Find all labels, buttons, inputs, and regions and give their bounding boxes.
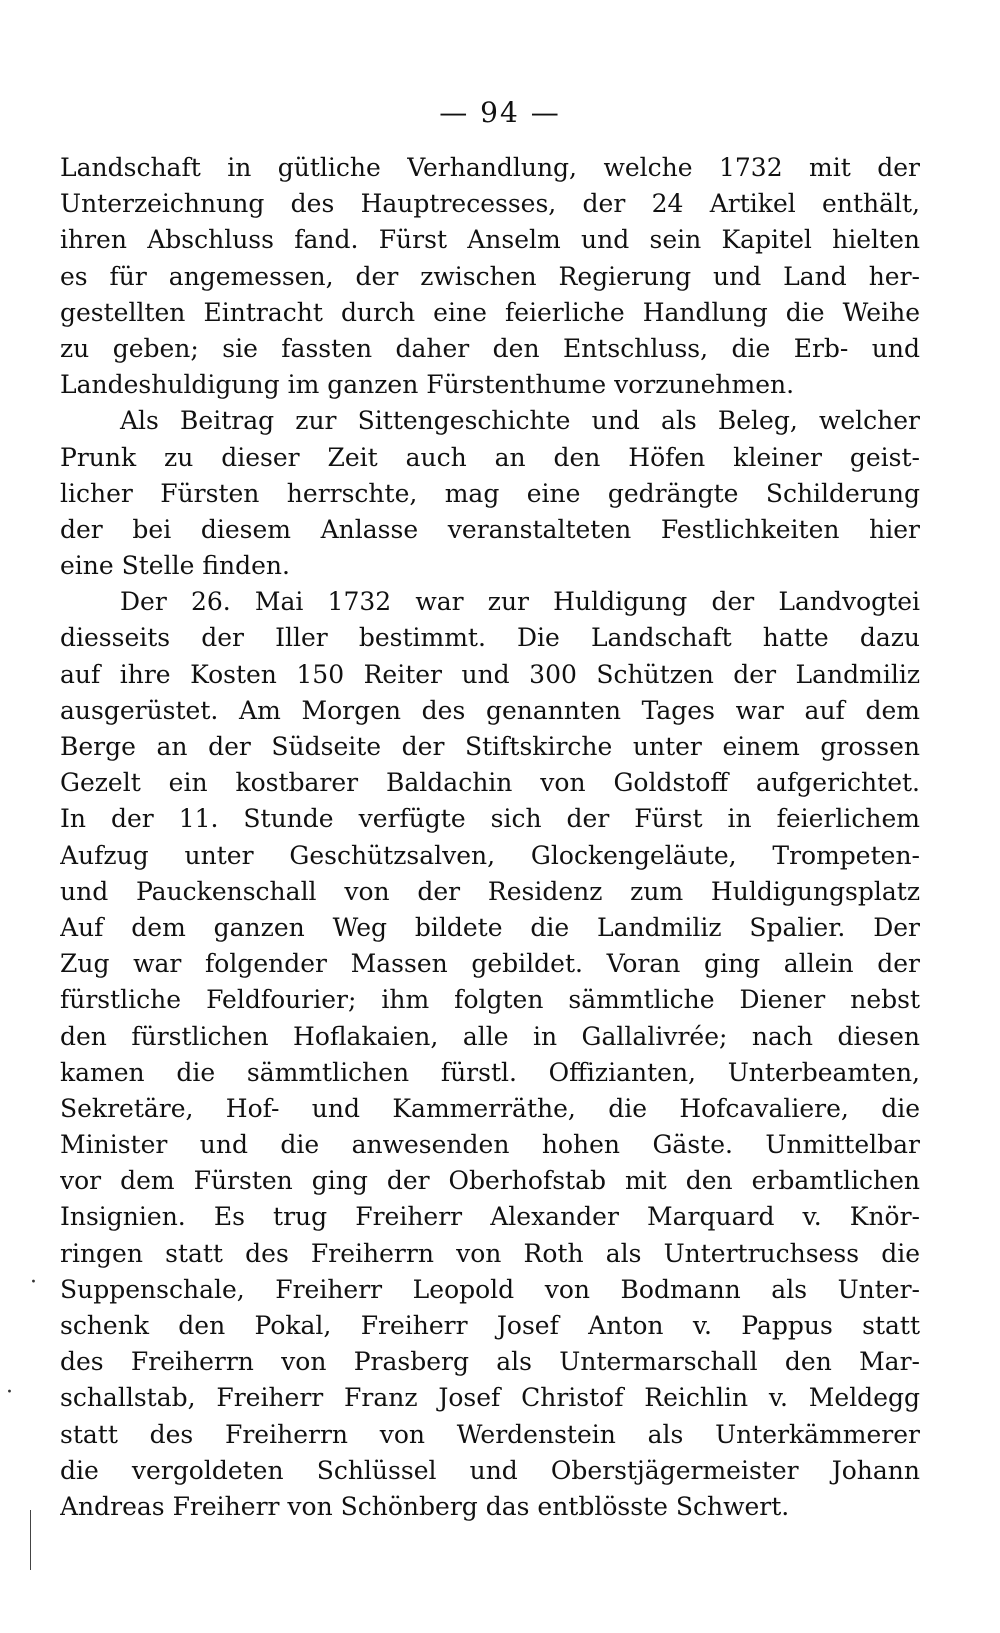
page-number: — 94 —: [439, 96, 561, 129]
text-line: Minister und die anwesenden hohen Gäste. Unmittelbar: [60, 1130, 920, 1160]
text-line: schallstab, Freiherr Franz Josef Christof Reichlin v. Meldegg: [60, 1383, 920, 1413]
text-line: die vergoldeten Schlüssel und Oberstjägermeister Johann: [60, 1455, 920, 1485]
text-line: es für angemessen, der zwischen Regierung und Land her-: [60, 261, 920, 291]
body-text: [60, 150, 920, 1525]
text-line: In der 11. Stunde verfügte sich der Fürst in feierlichem: [60, 804, 920, 834]
text-line: Auf dem ganzen Weg bildete die Landmiliz Spalier. Der: [60, 912, 920, 942]
text-line: Unterzeichnung des Hauptrecesses, der 24 Artikel enthält,: [60, 189, 920, 219]
text-line: Gezelt ein kostbarer Baldachin von Goldstoff aufgerichtet.: [60, 768, 920, 798]
text-line: Prunk zu dieser Zeit auch an den Höfen kleiner geist-: [60, 442, 920, 472]
text-line: Der 26. Mai 1732 war zur Huldigung der Landvogtei: [120, 587, 920, 617]
text-line: Andreas Freiherr von Schönberg das entblösste Schwert.: [60, 1491, 790, 1521]
text-line: zu geben; sie fassten daher den Entschluss, die Erb- und: [60, 333, 920, 363]
margin-line: [30, 1510, 32, 1570]
text-line: Zug war folgender Massen gebildet. Voran ging allein der: [60, 949, 920, 979]
text-line: Landschaft in gütliche Verhandlung, welche 1732 mit der: [60, 153, 920, 182]
text-line: der bei diesem Anlasse veranstalteten Festlichkeiten hier: [60, 514, 920, 544]
text-line: vor dem Fürsten ging der Oberhofstab mit den erbamtlichen: [60, 1166, 920, 1196]
text-line: Insignien. Es trug Freiherr Alexander Marquard v. Knör-: [60, 1202, 920, 1232]
text-line: des Freiherrn von Prasberg als Untermarschall den Mar-: [60, 1347, 920, 1377]
text-line: den fürstlichen Hoflakaien, alle in Gallalivrée; nach diesen: [60, 1021, 920, 1051]
text-line: Suppenschale, Freiherr Leopold von Bodmann als Unter-: [60, 1274, 920, 1304]
text-line: und Pauckenschall von der Residenz zum Huldigungsplatz: [60, 876, 920, 906]
text-line: Als Beitrag zur Sittengeschichte und als Beleg, welcher: [120, 406, 920, 436]
text-line: diesseits der Iller bestimmt. Die Landschaft hatte dazu: [60, 623, 920, 653]
text-line: ringen statt des Freiherrn von Roth als Untertruchsess die: [60, 1238, 920, 1268]
margin-speck: ·: [30, 1270, 37, 1295]
text-line: licher Fürsten herrschte, mag eine gedrängte Schilderung: [60, 478, 920, 508]
text-line: ihren Abschluss fand. Fürst Anselm und sein Kapitel hielten: [60, 225, 920, 255]
text-line: eine Stelle finden.: [60, 551, 290, 581]
text-line: ausgerüstet. Am Morgen des genannten Tages war auf dem: [60, 695, 920, 725]
text-line: statt des Freiherrn von Werdenstein als Unterkämmerer: [60, 1419, 920, 1449]
text-line: Aufzug unter Geschützsalven, Glockengeläute, Trompeten-: [60, 840, 920, 870]
text-line: gestellten Eintracht durch eine feierliche Handlung die Weihe: [60, 297, 920, 327]
text-line: auf ihre Kosten 150 Reiter und 300 Schützen der Landmiliz: [60, 659, 920, 689]
text-line: Landeshuldigung im ganzen Fürstenthume vorzunehmen.: [60, 370, 795, 400]
margin-speck: ·: [6, 1380, 13, 1405]
text-line: kamen die sämmtlichen fürstl. Offizianten, Unterbeamten,: [60, 1057, 920, 1087]
text-line: Berge an der Südseite der Stiftskirche unter einem grossen: [60, 732, 920, 761]
text-line: schenk den Pokal, Freiherr Josef Anton v. Pappus statt: [60, 1311, 920, 1340]
text-line: fürstliche Feldfourier; ihm folgten sämmtliche Diener nebst: [60, 985, 920, 1015]
text-line: Sekretäre, Hof- und Kammerräthe, die Hofcavaliere, die: [60, 1093, 920, 1123]
